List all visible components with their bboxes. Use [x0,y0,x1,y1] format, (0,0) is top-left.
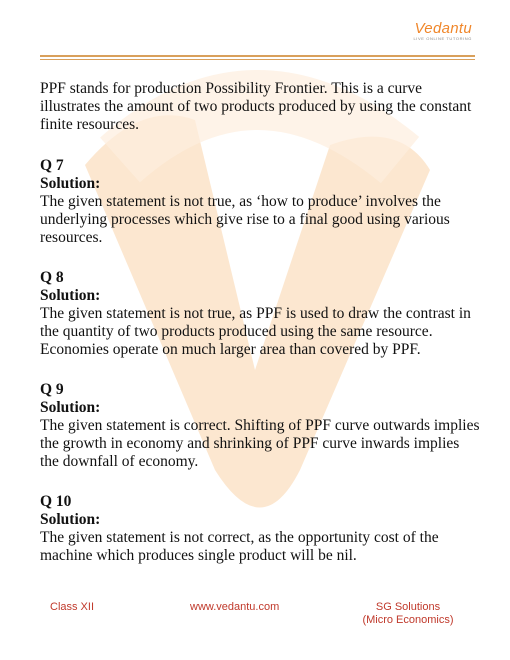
intro-paragraph: PPF stands for production Possibility Frontier. This is a curve illustrates the amount of two products produced by using the constant finite resources. [40,80,472,133]
solution-text: The given statement is correct. Shifting of PPF curve outwards implies the growth in economy and shrinking of PPF curve inwards implies the downfall of economy. [40,417,480,470]
solution-text: The given statement is not true, as PPF is used to draw the contrast in the quantity of two products produced using the same resource. Economies operate on much larger area than covered by PPF. [40,305,471,358]
solution-label: Solution: [40,511,101,528]
logo-tagline: LIVE ONLINE TUTORING [413,36,472,41]
document-content [40,80,480,587]
solution-text: The given statement is not true, as ‘how to produce’ involves the underlying processes which give rise to a final good using various resources. [40,193,450,246]
solution-text: The given statement is not correct, as the opportunity cost of the machine which produces single product will be nil. [40,529,439,564]
footer-class: Class XII [50,601,95,613]
question-block-q8 [40,269,480,359]
logo-wordmark: Vedantu [414,20,472,37]
footer-website: www.vedantu.com [190,601,280,613]
solution-label: Solution: [40,175,101,192]
solution-label: Solution: [40,287,101,304]
footer-subject-line1: SG Solutions [375,601,441,613]
question-label: Q 8 [40,269,64,286]
question-block-q7 [40,157,480,247]
question-label: Q 9 [40,381,64,398]
header-divider-thick [40,55,475,57]
solution-label: Solution: [40,399,101,416]
question-block-q10 [40,493,480,565]
footer-subject-line2: (Micro Economics) [362,614,454,626]
question-label: Q 10 [40,493,72,510]
header-logo [413,20,472,41]
question-label: Q 7 [40,157,64,174]
header-divider-thin [40,59,475,60]
footer-subject [353,601,463,627]
question-block-q9 [40,381,480,471]
